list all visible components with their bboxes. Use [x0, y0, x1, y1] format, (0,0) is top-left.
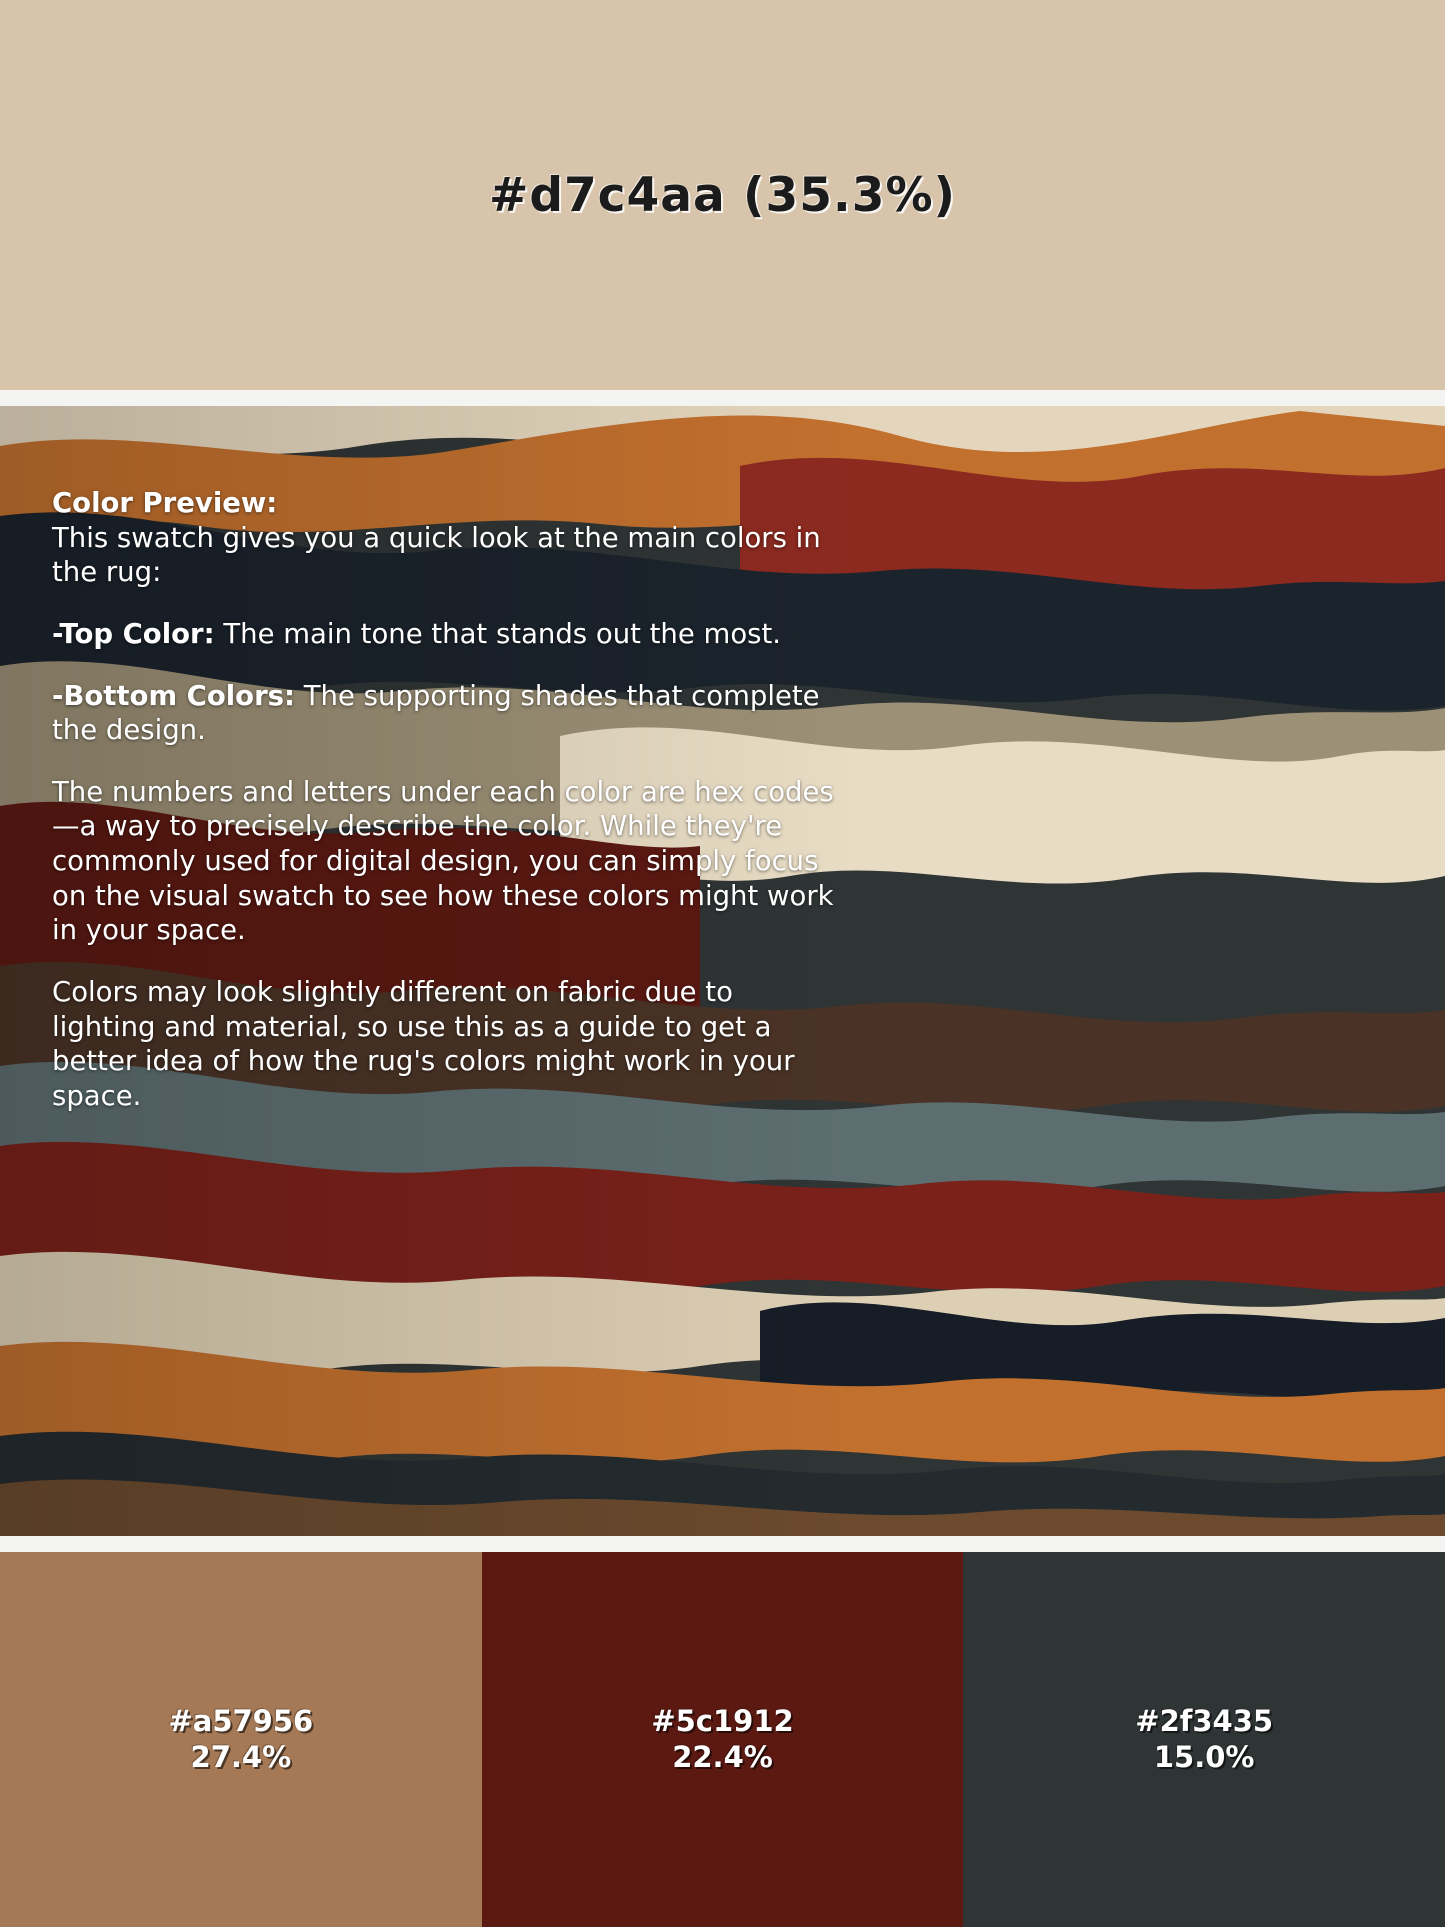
rug-artwork	[0, 406, 1445, 1536]
bottom-swatch-3-label	[1135, 1704, 1273, 1775]
info-fabric-paragraph: Colors may look slightly different on fabric due to lighting and material, so use this as a guide to get a better idea of how the rug's colors might work in your space.	[52, 976, 795, 1112]
info-bottom-colors	[52, 679, 842, 748]
top-color-desc: The main tone that stands out the most.	[214, 617, 781, 650]
bottom-swatch-3	[963, 1552, 1445, 1927]
divider-top	[0, 390, 1445, 406]
info-intro	[52, 486, 842, 590]
info-intro-text: This swatch gives you a quick look at the main colors in the rug:	[52, 521, 821, 589]
bottom-swatch-row	[0, 1552, 1445, 1927]
info-panel	[52, 486, 842, 1114]
bottom-swatch-2	[482, 1552, 964, 1927]
bottom-swatch-2-label	[651, 1704, 793, 1775]
info-heading: Color Preview:	[52, 487, 278, 519]
bottom-swatch-3-hex: #2f3435	[1135, 1704, 1274, 1739]
bottom-swatch-1-label	[168, 1704, 313, 1775]
top-color-label: #d7c4aa (35.3%)	[488, 167, 957, 223]
bottom-swatch-2-percent: 22.4%	[672, 1739, 773, 1774]
divider-bottom	[0, 1536, 1445, 1552]
info-top-color	[52, 617, 842, 652]
bottom-colors-desc: The supporting shades that complete the design.	[52, 679, 820, 747]
bottom-swatch-1-percent: 27.4%	[190, 1739, 292, 1774]
info-hex-paragraph: The numbers and letters under each color are hex codes—a way to precisely describe the color. While they're commonly used for digital design, you can simply focus on the visual swatch to see how these colors might work in your space.	[52, 775, 834, 947]
bottom-colors-term: -Bottom Colors:	[52, 679, 296, 712]
bottom-swatch-3-percent: 15.0%	[1153, 1739, 1255, 1774]
bottom-swatch-1-hex: #a57956	[168, 1704, 314, 1739]
top-color-swatch	[0, 0, 1445, 390]
bottom-swatch-1	[0, 1552, 482, 1927]
bottom-swatch-2-hex: #5c1912	[651, 1704, 794, 1739]
top-color-term: -Top Color:	[52, 617, 215, 650]
